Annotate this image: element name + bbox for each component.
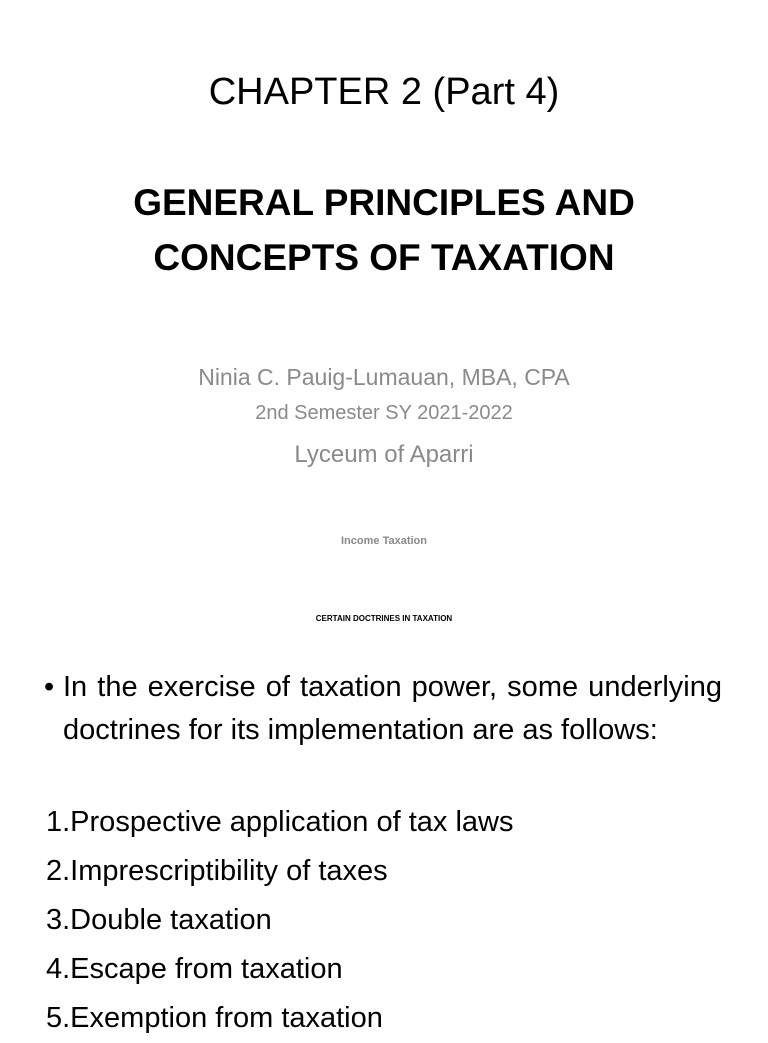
list-item: 5.Exemption from taxation	[46, 1002, 383, 1034]
school-name: Lyceum of Aparri	[294, 441, 474, 468]
list-item: 3.Double taxation	[46, 904, 272, 936]
list-item: 4.Escape from taxation	[46, 953, 343, 985]
presenter-name: Ninia C. Pauig-Lumauan, MBA, CPA	[198, 364, 570, 390]
list-item: 1.Prospective application of tax laws	[46, 806, 514, 838]
section-title: CERTAIN DOCTRINES IN TAXATION	[315, 614, 453, 623]
title-line-2: CONCEPTS OF TAXATION	[153, 237, 615, 278]
chapter-heading: CHAPTER 2 (Part 4)	[208, 71, 560, 113]
intro-paragraph	[44, 666, 722, 752]
doctrine-list	[46, 798, 736, 1043]
semester-label: 2nd Semester SY 2021-2022	[255, 402, 513, 424]
bullet-icon: •	[44, 671, 55, 703]
page-title	[0, 175, 768, 285]
intro-text: In the exercise of taxation power, some underlying doctrines for its implementation are as follows:	[63, 671, 722, 746]
list-item: 2.Imprescriptibility of taxes	[46, 855, 388, 887]
title-line-1: GENERAL PRINCIPLES AND	[133, 182, 635, 223]
slide-footer: Income Taxation	[341, 535, 427, 547]
